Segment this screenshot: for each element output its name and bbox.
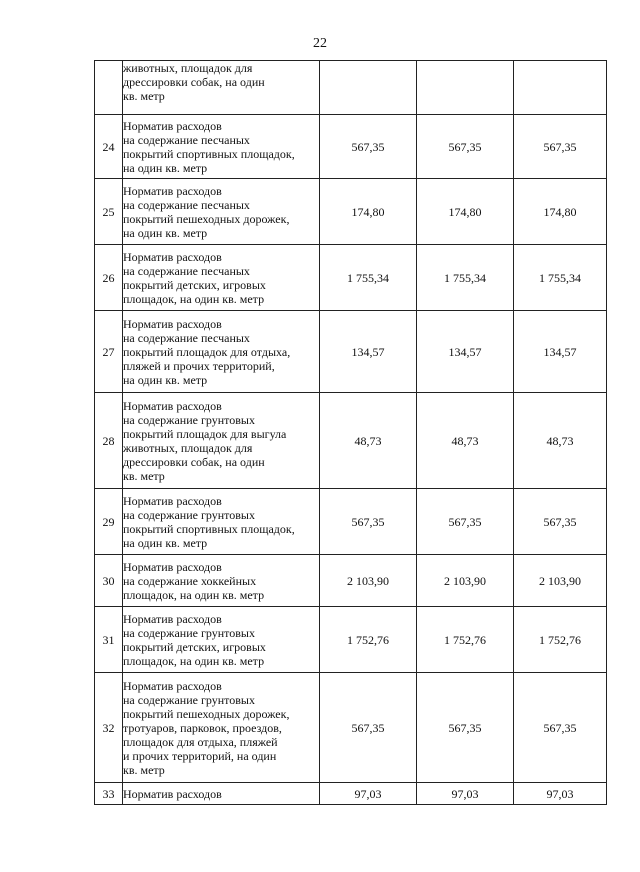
row-value-3: 567,35: [514, 489, 607, 555]
row-value-3: 567,35: [514, 673, 607, 783]
row-number: 25: [95, 179, 123, 245]
row-value-2: 1 755,34: [417, 245, 514, 311]
page-number: 22: [313, 36, 327, 51]
row-description: Норматив расходов на содержание песчаных покрытий пешеходных дорожек, на один кв. метр: [123, 179, 320, 245]
table-row: [95, 61, 607, 115]
table-row: [95, 783, 607, 805]
table-row: [95, 555, 607, 607]
row-number: 31: [95, 607, 123, 673]
table-row: [95, 489, 607, 555]
row-value-1: 567,35: [320, 489, 417, 555]
row-value-1: 2 103,90: [320, 555, 417, 607]
row-value-1: 134,57: [320, 311, 417, 393]
row-number: 33: [95, 783, 123, 805]
table-row: [95, 607, 607, 673]
row-number: 29: [95, 489, 123, 555]
row-value-1: [320, 61, 417, 115]
table-row: [95, 673, 607, 783]
row-description: Норматив расходов на содержание хоккейных площадок, на один кв. метр: [123, 555, 320, 607]
norms-table: [94, 60, 607, 805]
row-value-3: 174,80: [514, 179, 607, 245]
table-row: [95, 245, 607, 311]
row-value-3: 97,03: [514, 783, 607, 805]
row-value-2: 134,57: [417, 311, 514, 393]
row-description: Норматив расходов на содержание песчаных покрытий спортивных площадок, на один кв. метр: [123, 115, 320, 179]
row-description: Норматив расходов на содержание песчаных покрытий площадок для отдыха, пляжей и прочих территорий, на один кв. метр: [123, 311, 320, 393]
row-description: Норматив расходов на содержание песчаных покрытий детских, игровых площадок, на один кв. метр: [123, 245, 320, 311]
row-number: 32: [95, 673, 123, 783]
row-value-3: 48,73: [514, 393, 607, 489]
row-value-1: 567,35: [320, 115, 417, 179]
row-description: Норматив расходов: [123, 783, 320, 805]
row-value-2: 1 752,76: [417, 607, 514, 673]
table-row: [95, 179, 607, 245]
row-value-3: 2 103,90: [514, 555, 607, 607]
row-value-1: 567,35: [320, 673, 417, 783]
row-value-2: 567,35: [417, 489, 514, 555]
table-row: [95, 115, 607, 179]
row-value-3: 1 755,34: [514, 245, 607, 311]
table-row: [95, 393, 607, 489]
row-description: Норматив расходов на содержание грунтовых покрытий площадок для выгула животных, площадок для дрессировки собак, на один кв. метр: [123, 393, 320, 489]
row-number: 30: [95, 555, 123, 607]
row-value-2: 567,35: [417, 673, 514, 783]
row-value-1: 1 752,76: [320, 607, 417, 673]
row-value-3: 134,57: [514, 311, 607, 393]
table-row: [95, 311, 607, 393]
table-body: [95, 61, 607, 805]
row-description: Норматив расходов на содержание грунтовых покрытий детских, игровых площадок, на один кв. метр: [123, 607, 320, 673]
row-value-1: 1 755,34: [320, 245, 417, 311]
row-number: 26: [95, 245, 123, 311]
row-value-2: 97,03: [417, 783, 514, 805]
row-description: животных, площадок для дрессировки собак, на один кв. метр: [123, 61, 320, 115]
row-value-2: 2 103,90: [417, 555, 514, 607]
row-value-2: 567,35: [417, 115, 514, 179]
row-value-2: [417, 61, 514, 115]
row-value-3: [514, 61, 607, 115]
row-value-3: 1 752,76: [514, 607, 607, 673]
row-value-1: 174,80: [320, 179, 417, 245]
row-value-3: 567,35: [514, 115, 607, 179]
row-description: Норматив расходов на содержание грунтовых покрытий спортивных площадок, на один кв. метр: [123, 489, 320, 555]
row-number: [95, 61, 123, 115]
row-value-1: 48,73: [320, 393, 417, 489]
row-description: Норматив расходов на содержание грунтовых покрытий пешеходных дорожек, тротуаров, парковок, проездов, площадок для отдыха, пляжей и прочих территорий, на один кв. метр: [123, 673, 320, 783]
row-number: 27: [95, 311, 123, 393]
row-value-1: 97,03: [320, 783, 417, 805]
row-number: 24: [95, 115, 123, 179]
row-number: 28: [95, 393, 123, 489]
row-value-2: 48,73: [417, 393, 514, 489]
row-value-2: 174,80: [417, 179, 514, 245]
